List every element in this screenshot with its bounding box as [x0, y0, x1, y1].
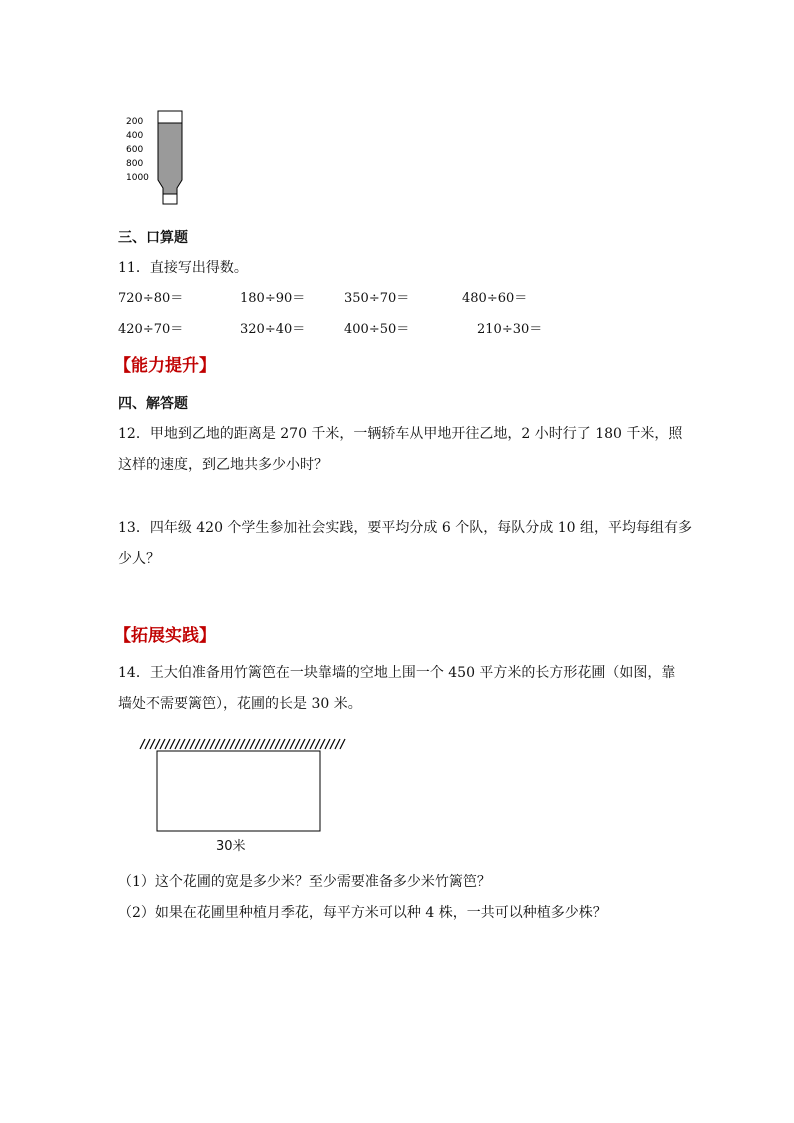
garden-drawing	[136, 736, 350, 836]
expr-4: 480÷60＝	[462, 291, 528, 306]
expr-6: 320÷40＝	[240, 322, 306, 337]
wall-hatching	[140, 739, 345, 749]
hatch-mark	[205, 739, 210, 749]
hatch-mark	[220, 739, 225, 749]
hatch-mark	[165, 739, 170, 749]
hatch-mark	[275, 739, 280, 749]
hatch-mark	[170, 739, 175, 749]
question-14-line2: 墙处不需要篱笆），花圃的长是 30 米。	[118, 696, 362, 712]
bottle-scale-200: 200	[126, 117, 144, 127]
bottle-drawing	[124, 108, 194, 208]
bottle-scale-600: 600	[126, 145, 144, 155]
hatch-mark	[285, 739, 290, 749]
hatch-mark	[310, 739, 315, 749]
question-14-sub2: （2）如果在花圃里种植月季花，每平方米可以种 4 株，一共可以种植多少株？	[118, 905, 607, 921]
garden-rectangle	[157, 751, 320, 831]
practice-heading: 【拓展实践】	[114, 626, 216, 646]
hatch-mark	[190, 739, 195, 749]
hatch-mark	[315, 739, 320, 749]
question-13-line2: 少人？	[118, 551, 160, 567]
hatch-mark	[235, 739, 240, 749]
bottle-air-gap	[158, 111, 182, 123]
hatch-mark	[335, 739, 340, 749]
question-13-line1: 13．四年级 420 个学生参加社会实践，要平均分成 6 个队，每队分成 10 组，平均每组有多	[118, 520, 692, 536]
expr-5: 420÷70＝	[118, 322, 184, 337]
hatch-mark	[295, 739, 300, 749]
section3-title: 三、口算题	[118, 230, 188, 246]
hatch-mark	[185, 739, 190, 749]
ability-heading: 【能力提升】	[114, 356, 216, 376]
expr-8: 210÷30＝	[477, 322, 543, 337]
bottle-figure	[124, 108, 194, 208]
hatch-mark	[260, 739, 265, 749]
question-14-sub1: （1）这个花圃的宽是多少米？至少需要准备多少米竹篱笆？	[118, 874, 491, 890]
hatch-mark	[200, 739, 205, 749]
hatch-mark	[160, 739, 165, 749]
bottle-scale-800: 800	[126, 159, 144, 169]
hatch-mark	[210, 739, 215, 749]
garden-figure	[136, 736, 350, 836]
hatch-mark	[175, 739, 180, 749]
expr-1: 720÷80＝	[118, 291, 184, 306]
hatch-mark	[300, 739, 305, 749]
question-12-line2: 这样的速度，到乙地共多少小时？	[118, 457, 328, 473]
hatch-mark	[225, 739, 230, 749]
bottle-water	[158, 123, 182, 194]
expr-3: 350÷70＝	[344, 291, 410, 306]
hatch-mark	[180, 739, 185, 749]
bottle-cap	[163, 194, 177, 204]
hatch-mark	[325, 739, 330, 749]
hatch-mark	[305, 739, 310, 749]
hatch-mark	[140, 739, 145, 749]
bottle-scale-1000: 1000	[126, 173, 149, 183]
expr-2: 180÷90＝	[240, 291, 306, 306]
hatch-mark	[330, 739, 335, 749]
hatch-mark	[265, 739, 270, 749]
hatch-mark	[155, 739, 160, 749]
hatch-mark	[290, 739, 295, 749]
hatch-mark	[250, 739, 255, 749]
hatch-mark	[240, 739, 245, 749]
hatch-mark	[255, 739, 260, 749]
expr-7: 400÷50＝	[344, 322, 410, 337]
question-11: 11．直接写出得数。	[118, 260, 248, 276]
hatch-mark	[150, 739, 155, 749]
hatch-mark	[280, 739, 285, 749]
section4-title: 四、解答题	[118, 396, 188, 412]
hatch-mark	[340, 739, 345, 749]
hatch-mark	[145, 739, 150, 749]
hatch-mark	[230, 739, 235, 749]
hatch-mark	[195, 739, 200, 749]
garden-length-label: 30米	[216, 839, 246, 854]
bottle-scale-400: 400	[126, 131, 144, 141]
hatch-mark	[270, 739, 275, 749]
hatch-mark	[320, 739, 325, 749]
hatch-mark	[215, 739, 220, 749]
question-14-line1: 14．王大伯准备用竹篱笆在一块靠墙的空地上围一个 450 平方米的长方形花圃（如图，靠	[118, 665, 676, 681]
hatch-mark	[245, 739, 250, 749]
question-12-line1: 12．甲地到乙地的距离是 270 千米，一辆轿车从甲地开往乙地，2 小时行了 180 千米，照	[118, 426, 683, 442]
